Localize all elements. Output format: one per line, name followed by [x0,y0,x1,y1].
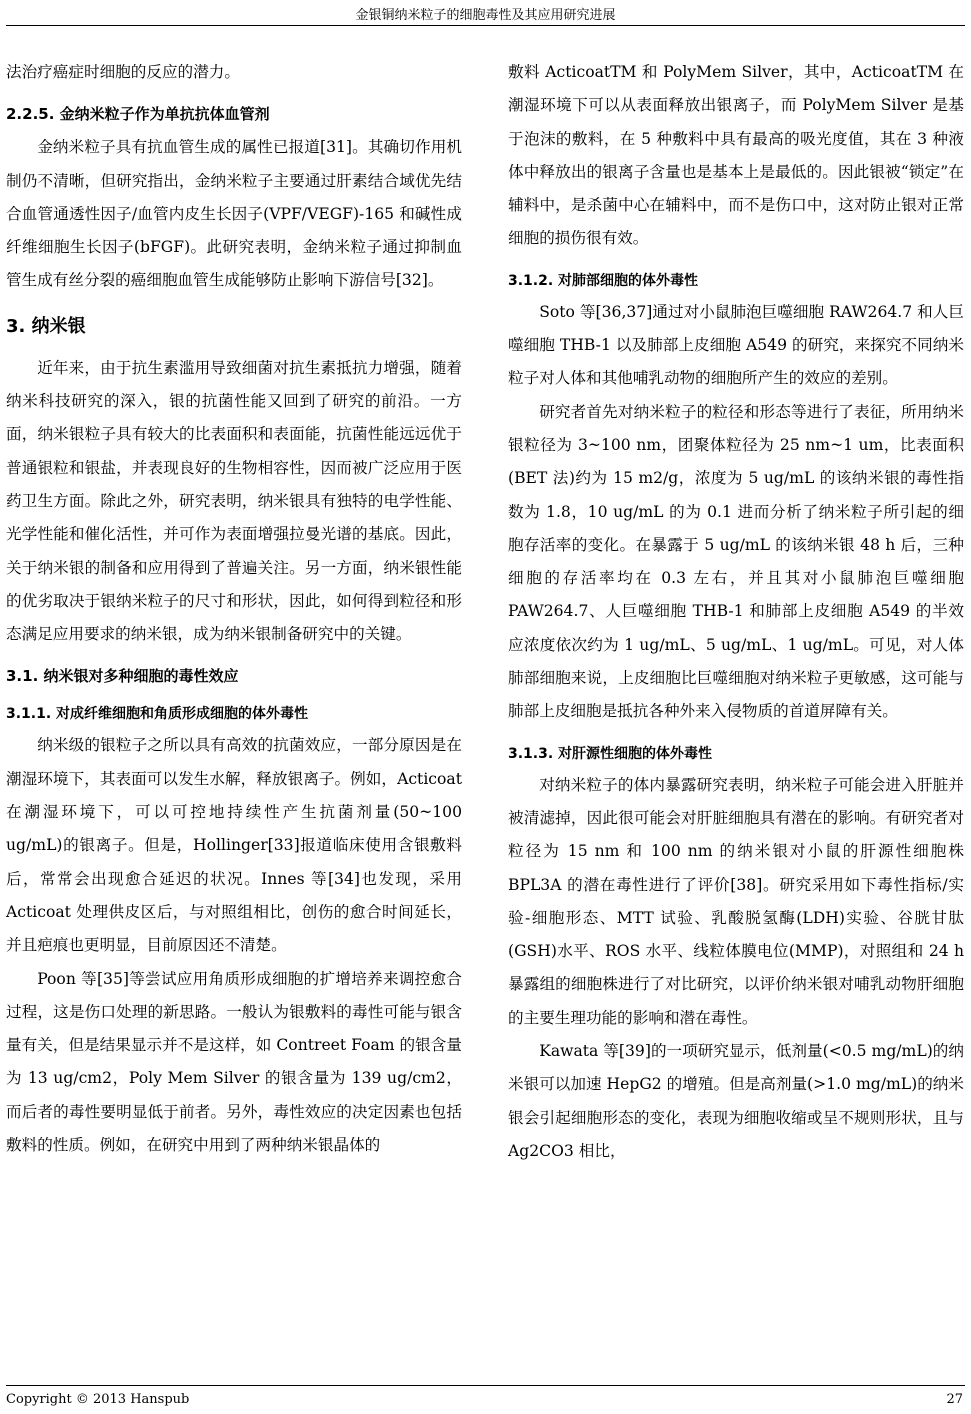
section-heading-3-1: 3.1. 纳米银对多种细胞的毒性效应 [6,667,239,686]
paragraph: Soto 等[36,37]通过对小鼠肺泡巨噬细胞 RAW264.7 和人巨噬细胞 THB-1 以及肺部上皮细胞 A549 的研究，来探究不同纳米粒子对人体和其他哺乳动物的细胞所产生的效应的差别。 [508,302,964,388]
paragraph: 纳米级的银粒子之所以具有高效的抗菌效应，一部分原因是在潮湿环境下，其表面可以发生水解，释放银离子。例如，Acticoat 在潮湿环境下，可以可控地持续性产生抗菌剂量(50~100 ug/mL)的银离子。但是，Hollinger[33]报道临床使用含银敷料后，常常会出现愈合延迟的状况。Innes 等[34]也发现，采用 Acticoat 处理供皮区后，与对照组相比，创伤的愈合时间延长，并且疤痕也更明显，目前原因还不清楚。 [6,736,462,955]
paragraph: 法治疗癌症时细胞的反应的潜力。 [6,63,240,81]
running-header: 金银铜纳米粒子的细胞毒性及其应用研究进展 [355,8,616,23]
section-heading-3: 3. 纳米银 [6,315,86,337]
section-heading-3-1-1: 3.1.1. 对成纤维细胞和角质形成细胞的体外毒性 [6,706,309,723]
footer-rule [6,1385,965,1386]
paragraph: 对纳米粒子的体内暴露研究表明，纳米粒子可能会进入肝脏并被清滤掉，因此很可能会对肝脏细胞具有潜在的影响。有研究者对粒径为 15 nm 和 100 nm 的纳米银对小鼠的肝源性细胞株 BPL3A 的潜在毒性进行了评价[38]。研究采用如下毒性指标/实验-细胞形态、MTT 试验、乳酸脱氢酶(LDH)实验、谷胱甘肽(GSH)水平、ROS 水平、线粒体膜电位(MMP)，对照组和 24 h 暴露组的细胞株进行了对比研究，以评价纳米银对哺乳动物肝细胞的主要生理功能的影响和潜在毒性。 [508,775,964,1027]
section-heading-3-1-2: 3.1.2. 对肺部细胞的体外毒性 [508,272,699,289]
paragraph: Poon 等[35]等尝试应用角质形成细胞的扩增培养来调控愈合过程，这是伤口处理的新思路。一般认为银敷料的毒性可能与银含量有关，但是结果显示并不是这样，如 Contreet Foam 的银含量为 13 ug/cm2，Poly Mem Silver 的银含量为 139 ug/cm2，而后者的毒性要明显低于前者。另外，毒性效应的决定因素也包括敷料的性质。例如，在研究中用到了两种纳米银晶体的 [6,969,462,1155]
paragraph: Kawata 等[39]的一项研究显示，低剂量(<0.5 mg/mL)的纳米银可以加速 HepG2 的增殖。但是高剂量(>1.0 mg/mL)的纳米银会引起细胞形态的变化，表现为细胞收缩或呈不规则形状，且与 Ag2CO3 相比， [508,1042,964,1160]
copyright: Copyright © 2013 Hanspub [6,1392,190,1407]
page-number: 27 [946,1392,963,1407]
header-rule [6,25,965,26]
paragraph: 研究者首先对纳米粒子的粒径和形态等进行了表征，所用纳米银粒径为 3~100 nm，团聚体粒径为 25 nm~1 um，比表面积(BET 法)约为 15 m2/g，浓度为 5 ug/mL 的该纳米银的毒性指数为 1.8，10 ug/mL 的为 0.1 进而分析了纳米粒子所引起的细胞存活率的变化。在暴露于 5 ug/mL 的该纳米银 48 h 后，三种细胞的存活率均在 0.3 左右，并且其对小鼠肺泡巨噬细胞 PAW264.7、人巨噬细胞 THB-1 和肺部上皮细胞 A549 的半效应浓度依次约为 1 ug/mL、5 ug/mL、1 ug/mL。可见，对人体肺部细胞来说，上皮细胞比巨噬细胞对纳米粒子更敏感，这可能与肺部上皮细胞是抵抗各种外来入侵物质的首道屏障有关。 [508,402,964,721]
left-column [6,56,462,1162]
right-column [508,56,964,1168]
paragraph: 金纳米粒子具有抗血管生成的属性已报道[31]。其确切作用机制仍不清晰，但研究指出，金纳米粒子主要通过肝素结合域优先结合血管通透性因子/血管内皮生长因子(VPF/VEGF)-165 和碱性成纤维细胞生长因子(bFGF)。此研究表明，金纳米粒子通过抑制血管生成有丝分裂的癌细胞血管生成能够防止影响下游信号[32]。 [6,138,462,290]
section-heading-2-2-5: 2.2.5. 金纳米粒子作为单抗抗体血管剂 [6,105,270,124]
paragraph: 敷料 ActicoatTM 和 PolyMem Silver，其中，ActicoatTM 在潮湿环境下可以从表面释放出银离子，而 PolyMem Silver 是基于泡沫的敷料，在 5 种敷料中具有最高的吸光度值，其在 3 种液体中释放出的银离子含量也是基本上是最低的。因此银被“锁定”在辅料中，是杀菌中心在辅料中，而不是伤口中，这对防止银对正常细胞的损伤很有效。 [508,63,964,248]
section-heading-3-1-3: 3.1.3. 对肝源性细胞的体外毒性 [508,745,713,762]
paragraph: 近年来，由于抗生素滥用导致细菌对抗生素抵抗力增强，随着纳米科技研究的深入，银的抗菌性能又回到了研究的前沿。一方面，纳米银粒子具有较大的比表面积和表面能，抗菌性能远远优于普通银粒和银盐，并表现良好的生物相容性，因而被广泛应用于医药卫生方面。除此之外，研究表明，纳米银具有独特的电学性能、光学性能和催化活性，并可作为表面增强拉曼光谱的基底。因此，关于纳米银的制备和应用得到了普遍关注。另一方面，纳米银性能的优劣取决于银纳米粒子的尺寸和形状，因此，如何得到粒径和形态满足应用要求的纳米银，成为纳米银制备研究中的关键。 [6,358,462,644]
